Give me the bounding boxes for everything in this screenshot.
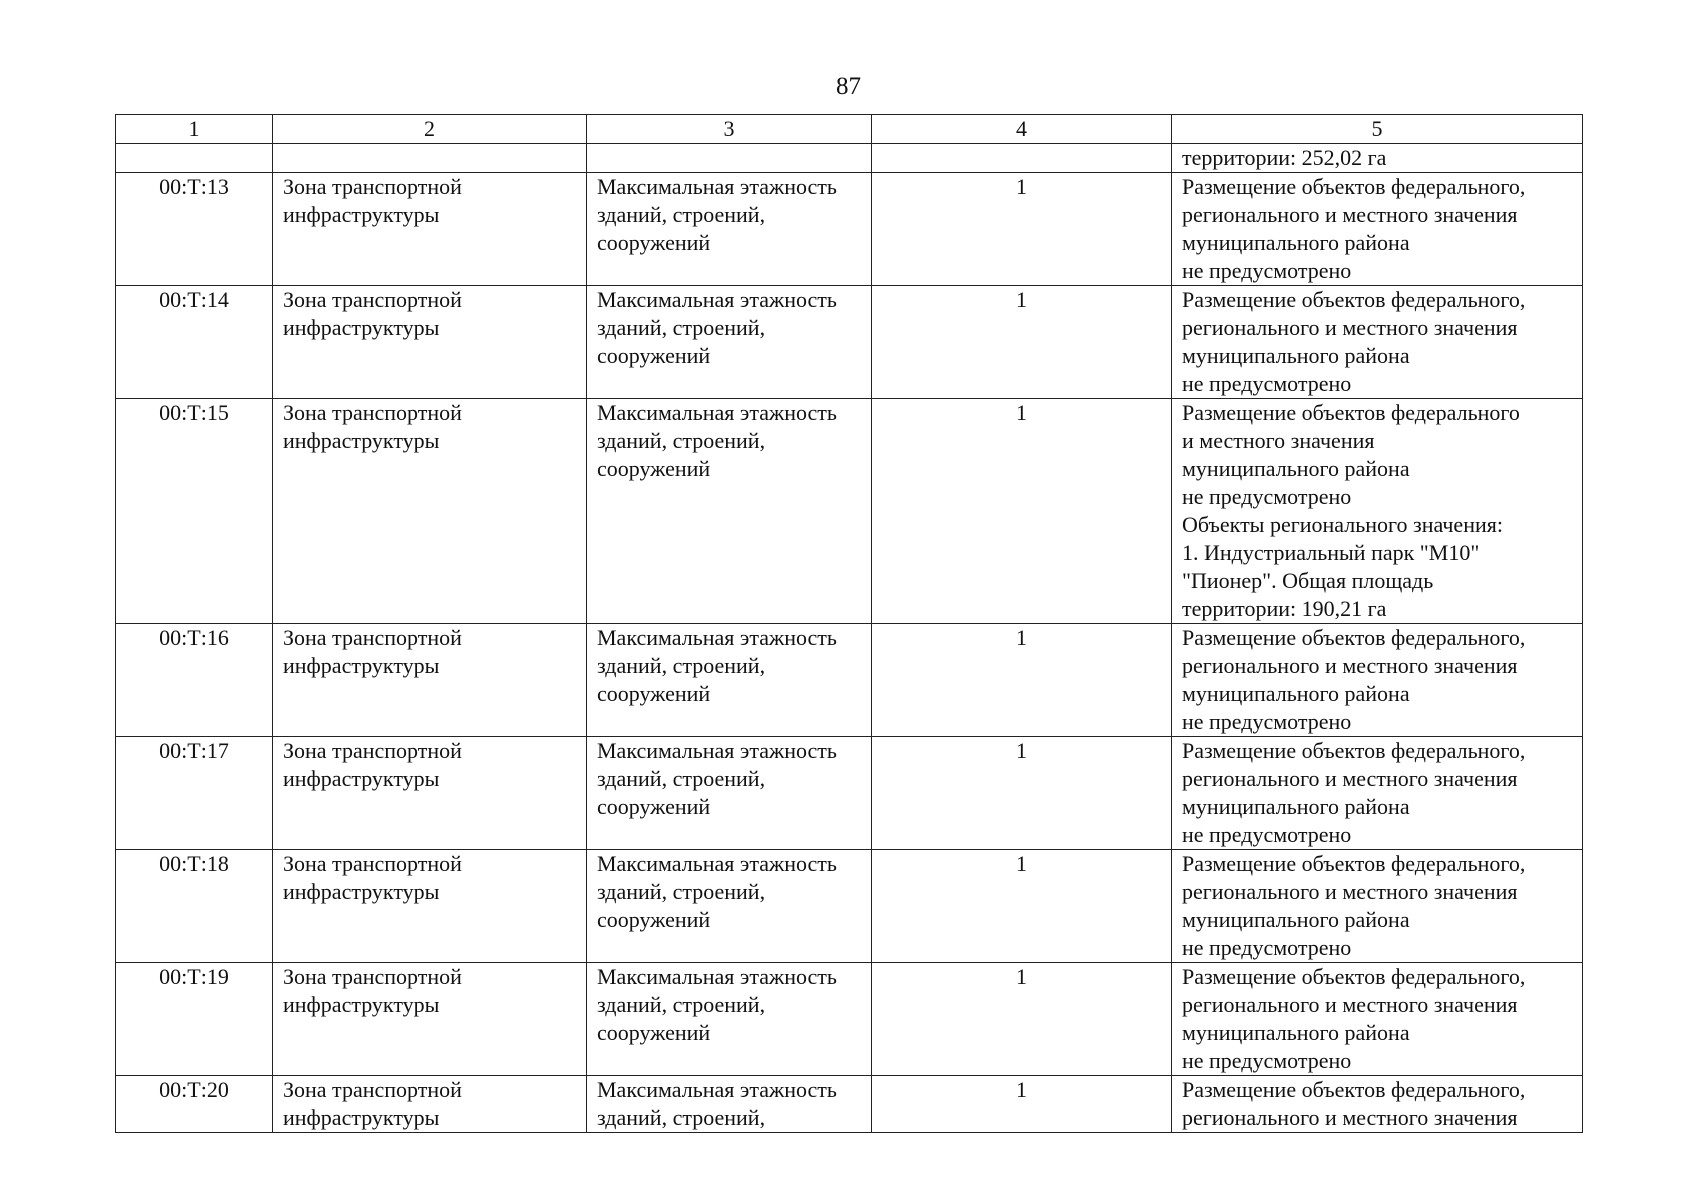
objects-cell: Размещение объектов федерального и местного значения муниципального района не предусмотрено Объекты регионального значения: 1. Индустриальный парк "М10" "Пионер". Общая площадь территории: 190,21 га <box>1172 399 1583 624</box>
column-header: 4 <box>872 115 1172 144</box>
value-cell: 1 <box>872 399 1172 624</box>
table-row <box>116 1076 1583 1133</box>
zone-name-cell: Зона транспортной инфраструктуры <box>273 1076 587 1133</box>
parameter-cell: Максимальная этажность зданий, строений, <box>587 1076 872 1133</box>
zone-name-cell <box>273 144 587 173</box>
objects-cell: Размещение объектов федерального, регионального и местного значения <box>1172 1076 1583 1133</box>
value-cell: 1 <box>872 624 1172 737</box>
table-row <box>116 624 1583 737</box>
column-header: 3 <box>587 115 872 144</box>
parameter-cell: Максимальная этажность зданий, строений, сооружений <box>587 737 872 850</box>
parameter-cell: Максимальная этажность зданий, строений, сооружений <box>587 173 872 286</box>
zone-name-cell: Зона транспортной инфраструктуры <box>273 173 587 286</box>
zone-name-cell: Зона транспортной инфраструктуры <box>273 624 587 737</box>
zones-table <box>115 114 1583 1133</box>
zone-code-cell: 00:Т:16 <box>116 624 273 737</box>
column-header: 1 <box>116 115 273 144</box>
table-row <box>116 399 1583 624</box>
table-header-row <box>116 115 1583 144</box>
table-row <box>116 963 1583 1076</box>
zone-name-cell: Зона транспортной инфраструктуры <box>273 399 587 624</box>
value-cell: 1 <box>872 850 1172 963</box>
table-row <box>116 737 1583 850</box>
value-cell: 1 <box>872 1076 1172 1133</box>
objects-cell: Размещение объектов федерального, регионального и местного значения муниципального района не предусмотрено <box>1172 850 1583 963</box>
objects-cell: Размещение объектов федерального, регионального и местного значения муниципального района не предусмотрено <box>1172 963 1583 1076</box>
parameter-cell: Максимальная этажность зданий, строений, сооружений <box>587 286 872 399</box>
value-cell: 1 <box>872 286 1172 399</box>
objects-cell: Размещение объектов федерального, регионального и местного значения муниципального района не предусмотрено <box>1172 737 1583 850</box>
value-cell <box>872 144 1172 173</box>
objects-cell: Размещение объектов федерального, регионального и местного значения муниципального района не предусмотрено <box>1172 173 1583 286</box>
zone-code-cell: 00:Т:18 <box>116 850 273 963</box>
objects-cell: Размещение объектов федерального, регионального и местного значения муниципального района не предусмотрено <box>1172 624 1583 737</box>
objects-cell: Размещение объектов федерального, регионального и местного значения муниципального района не предусмотрено <box>1172 286 1583 399</box>
parameter-cell: Максимальная этажность зданий, строений, сооружений <box>587 399 872 624</box>
value-cell: 1 <box>872 963 1172 1076</box>
column-header: 2 <box>273 115 587 144</box>
table-row <box>116 850 1583 963</box>
zone-name-cell: Зона транспортной инфраструктуры <box>273 850 587 963</box>
parameter-cell <box>587 144 872 173</box>
table-row <box>116 286 1583 399</box>
objects-cell: территории: 252,02 га <box>1172 144 1583 173</box>
value-cell: 1 <box>872 173 1172 286</box>
zone-code-cell: 00:Т:15 <box>116 399 273 624</box>
zone-code-cell: 00:Т:20 <box>116 1076 273 1133</box>
page-number: 87 <box>836 73 861 100</box>
parameter-cell: Максимальная этажность зданий, строений, сооружений <box>587 850 872 963</box>
zone-code-cell: 00:Т:17 <box>116 737 273 850</box>
parameter-cell: Максимальная этажность зданий, строений, сооружений <box>587 963 872 1076</box>
parameter-cell: Максимальная этажность зданий, строений, сооружений <box>587 624 872 737</box>
value-cell: 1 <box>872 737 1172 850</box>
column-header: 5 <box>1172 115 1583 144</box>
table-row-continuation <box>116 144 1583 173</box>
zone-name-cell: Зона транспортной инфраструктуры <box>273 286 587 399</box>
zone-name-cell: Зона транспортной инфраструктуры <box>273 737 587 850</box>
zone-code-cell: 00:Т:19 <box>116 963 273 1076</box>
table-row <box>116 173 1583 286</box>
zone-code-cell: 00:Т:14 <box>116 286 273 399</box>
zone-code-cell: 00:Т:13 <box>116 173 273 286</box>
zone-code-cell <box>116 144 273 173</box>
zone-name-cell: Зона транспортной инфраструктуры <box>273 963 587 1076</box>
